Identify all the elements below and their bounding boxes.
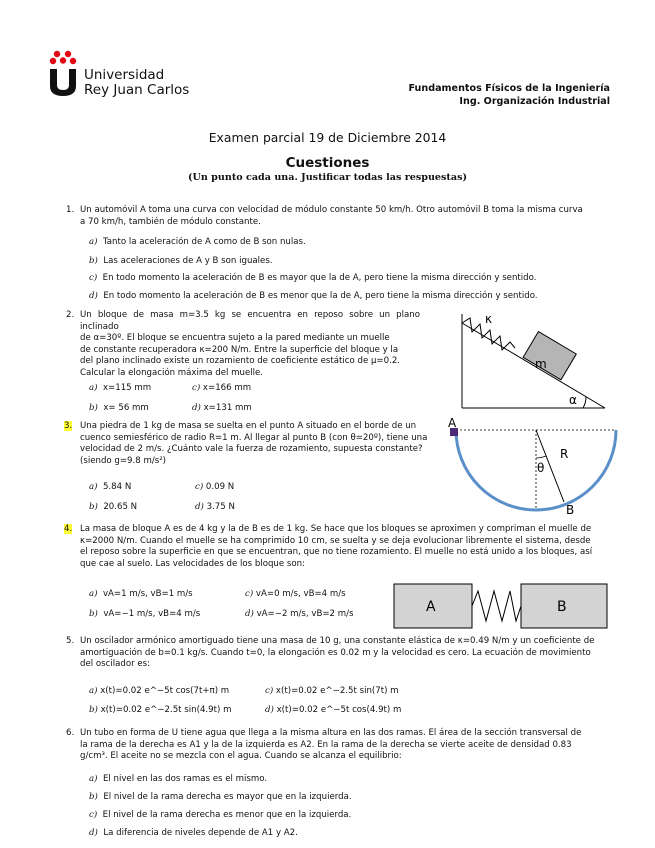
block-label: m	[535, 357, 547, 371]
blocks-spring-figure	[393, 583, 609, 629]
option-c: c) x(t)=0.02 e^−2.5t sin(7t) m	[265, 686, 399, 696]
question-line: La masa de bloque A es de 4 kg y la de B es de 1 kg. Se hace que los bloques se aproximen y compriman el muelle de	[80, 524, 592, 534]
block-b-label: B	[557, 599, 567, 615]
block-m	[523, 332, 576, 380]
option-a: a) vA=1 m/s, vB=1 m/s	[89, 589, 193, 599]
degree-name: Ing. Organización Industrial	[459, 96, 610, 107]
point-b-label: B	[566, 503, 575, 517]
option-b: b) El nivel de la rama derecha es mayor que en la izquierda.	[89, 792, 352, 802]
option-d: d) vA=−2 m/s, vB=2 m/s	[245, 609, 354, 619]
question-number: 5.	[66, 636, 75, 646]
point-a-label: A	[448, 418, 457, 430]
option-a: a) 5.84 N	[89, 482, 132, 492]
option-b: b) x(t)=0.02 e^−2.5t sin(4.9t) m	[89, 705, 232, 715]
section-subtitle: (Un punto cada una. Justificar todas las respuestas)	[187, 172, 468, 183]
question-line: Una piedra de 1 kg de masa se suelta en el punto A situado en el borde de un	[80, 421, 417, 431]
block-a-label: A	[426, 599, 436, 615]
question-line: del plano inclinado existe un rozamiento de coeficiente estático de μ=0.2.	[80, 356, 401, 367]
question-line: de constante recuperadora κ=200 N/m. Entre la superficie del bloque y la	[80, 344, 399, 355]
option-c: c) En todo momento la aceleración de B es mayor que la de A, pero tiene la misma dirección y sentido.	[89, 273, 537, 283]
question-line: de α=30º. El bloque se encuentra sujeto a la pared mediante un muelle	[80, 333, 390, 344]
hemispherical-bowl-figure	[440, 418, 620, 518]
option-d: d) 3.75 N	[195, 502, 235, 512]
question-line: Calcular la elongación máxima del muelle.	[80, 367, 264, 378]
question-line: g/cm³. El aceite no se mezcla con el agua. Cuando se alcanza el equilibrio:	[80, 751, 402, 762]
question-line: Un automóvil A toma una curva con velocidad de módulo constante 50 km/h. Otro automóvil B toma la misma curva	[80, 205, 583, 215]
question-line: el reposo sobre la superficie en que se encuentran, que no tiene rozamiento. El muelle no está unido a los bloques, así	[80, 547, 593, 558]
question-line: amortiguación de b=0.1 kg/s. Cuando t=0, la elongación es 0.02 m y la velocidad es cero. La ecuación de movimiento	[80, 647, 591, 658]
question-line: cuenco semiesférico de radio R=1 m. Al llegar al punto B (con θ=20º), tiene una	[80, 432, 428, 443]
option-c: c) El nivel de la rama derecha es menor que en la izquierda.	[89, 810, 352, 820]
spring-label: κ	[485, 312, 493, 326]
option-a: a) x=115 mm	[89, 383, 152, 393]
option-b: b) vA=−1 m/s, vB=4 m/s	[89, 609, 201, 619]
question-line: que cae al suelo. Las velocidades de los bloque son:	[80, 558, 305, 569]
question-line: Un tubo en forma de U tiene agua que llega a la misma altura en las dos ramas. El área de la sección transversal de	[80, 728, 582, 738]
question-line: (siendo g=9.8 m/s²)	[80, 455, 166, 466]
question-line: Un bloque de masa m=3.5 kg se encuentra en reposo sobre un plano inclinado	[80, 310, 420, 332]
option-b: b) Las aceleraciones de A y B son iguales.	[89, 256, 273, 266]
option-c: c) x=166 mm	[192, 383, 252, 393]
question-line: a 70 km/h, también de módulo constante.	[80, 216, 261, 227]
question-line: velocidad de 2 m/s. ¿Cuánto vale la fuerza de rozamiento, supuesta constante?	[80, 444, 423, 455]
question-number: 3.	[64, 421, 73, 431]
option-d: d) En todo momento la aceleración de B es menor que la de A, pero tiene la misma dirección y sentido.	[89, 291, 538, 301]
option-d: d) x=131 mm	[192, 403, 252, 413]
question-number: 2.	[66, 310, 75, 320]
university-name-line2: Rey Juan Carlos	[84, 82, 190, 98]
theta-label: θ	[537, 461, 545, 475]
option-a: a) x(t)=0.02 e^−5t cos(7t+π) m	[89, 686, 230, 696]
option-c: c) 0.09 N	[195, 482, 235, 492]
question-number: 6.	[66, 728, 75, 738]
option-d: d) x(t)=0.02 e^−5t cos(4.9t) m	[265, 705, 402, 715]
option-b: b) x= 56 mm	[89, 403, 149, 413]
option-b: b) 20.65 N	[89, 502, 138, 512]
inclined-plane-figure	[440, 308, 610, 413]
radius-label: R	[560, 447, 569, 461]
question-line: κ=2000 N/m. Cuando el muelle se ha comprimido 10 cm, se suelta y se deja evolucionar libremente el sistema, desde	[80, 535, 591, 546]
option-a: a) Tanto la aceleración de A como de B son nulas.	[89, 237, 306, 247]
question-number: 4.	[64, 524, 73, 534]
section-title: Cuestiones	[285, 155, 370, 171]
spring-icon	[472, 591, 521, 621]
question-number: 1.	[66, 205, 75, 215]
option-d: d) La diferencia de niveles depende de A1 y A2.	[89, 828, 298, 838]
course-name: Fundamentos Físicos de la Ingeniería	[408, 83, 610, 94]
question-line: la rama de la derecha es A1 y la de la izquierda es A2. En la rama de la derecha se vierte aceite de densidad 0.83	[80, 739, 572, 750]
angle-label: α	[569, 393, 577, 407]
exam-title: Examen parcial 19 de Diciembre 2014	[208, 130, 447, 145]
option-a: a) El nivel en las dos ramas es el mismo.	[89, 774, 268, 784]
university-name-line1: Universidad	[84, 67, 165, 83]
option-c: c) vA=0 m/s, vB=4 m/s	[245, 589, 346, 599]
university-logo	[48, 50, 78, 96]
question-line: del oscilador es:	[80, 659, 151, 670]
question-line: Un oscilador armónico amortiguado tiene una masa de 10 g, una constante elástica de κ=0.49 N/m y un coeficiente de	[80, 636, 595, 646]
logo-mark-icon	[48, 50, 78, 96]
